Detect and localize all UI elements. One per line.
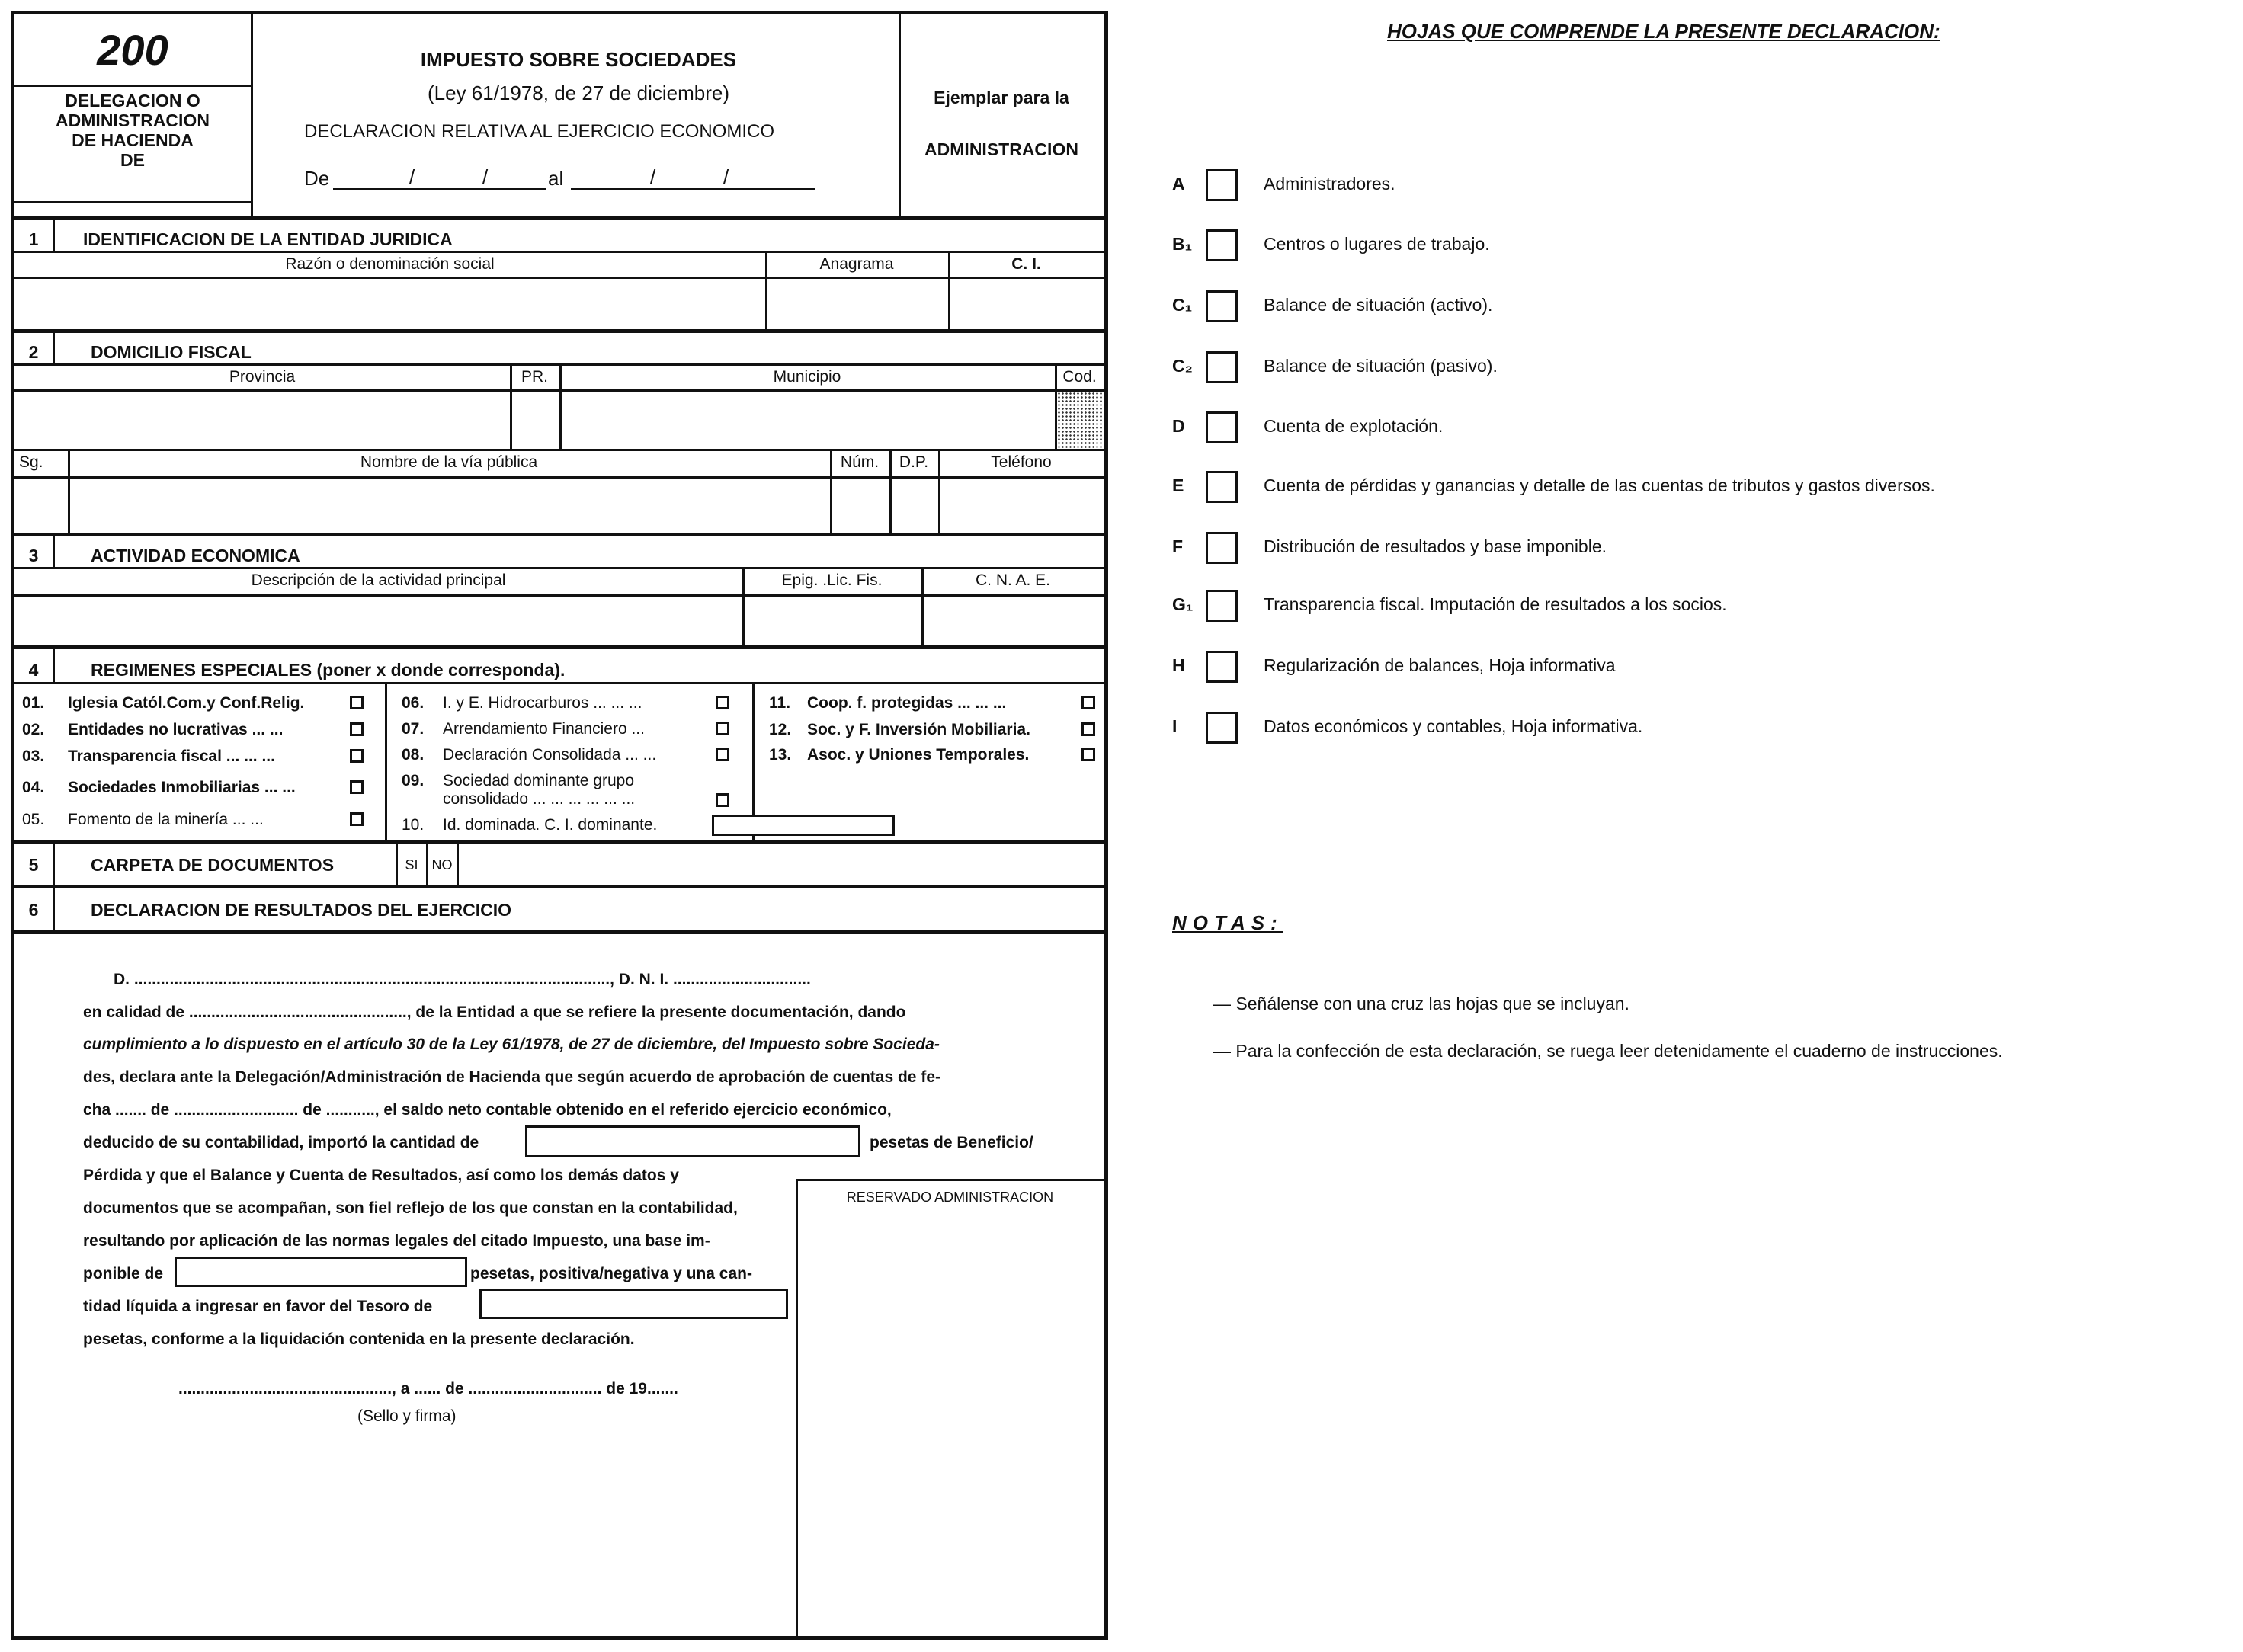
copy-line1: Ejemplar para la [934,88,1069,107]
form-law: (Ley 61/1978, de 27 de diciembre) [427,82,730,104]
regime-code: 02. [22,721,45,738]
sheet-label: Cuenta de pérdidas y ganancias y detalle de las cuentas de tributos y gastos diversos. [1264,475,1935,495]
declaration-line: Pérdida y que el Balance y Cuenta de Resultados, así como los demás datos y [83,1167,679,1184]
declaration-line: pesetas de Beneficio/ [870,1134,1033,1151]
regime-09-checkbox[interactable] [716,793,729,807]
period-from-label: De [304,167,330,190]
regime-code: 01. [22,694,45,712]
col-num: Núm. [840,453,880,471]
declaration-line: en calidad de ................................................., de la Entidad a que se refiere la presente documentación, dando [83,1004,906,1021]
sheet-label: Centros o lugares de trabajo. [1264,234,1490,254]
regime-code: 05. [22,811,45,828]
declaration-line: D. ..........................................................................................................., D. N. I. ............................... [114,971,811,988]
section2-title: DOMICILIO FISCAL [91,342,252,362]
date-sep: / [409,165,415,188]
declaration-line: tidad líquida a ingresar en favor del Tesoro de [83,1298,433,1315]
regime-code: 13. [769,746,792,764]
col-sg: Sg. [19,453,43,471]
regime-label: Coop. f. protegidas ... ... ... [807,694,1007,712]
saldo-neto-field[interactable] [525,1125,860,1157]
section3-title: ACTIVIDAD ECONOMICA [91,546,300,565]
regime-label: Sociedades Inmobiliarias ... ... [68,779,296,796]
col-ci: C. I. [1011,255,1041,273]
copy-line2: ADMINISTRACION [924,139,1078,159]
declaration-line: DECLARACION RELATIVA AL EJERCICIO ECONOMICO [304,121,775,142]
sheet-label: Administradores. [1264,174,1395,194]
section5-title: CARPETA DE DOCUMENTOS [91,855,335,875]
regime-code: 09. [402,772,425,789]
regime-code: 04. [22,779,45,796]
office-label: DELEGACION O ADMINISTRACION DE HACIENDA DE [56,91,210,170]
regime-08-checkbox[interactable] [716,748,729,761]
sheet-b1-checkbox[interactable] [1206,229,1238,261]
col-anagrama: Anagrama [819,255,894,273]
regime-label: Arrendamiento Financiero ... [443,720,645,738]
si-option[interactable]: SI [405,857,418,872]
col-cnae: C. N. A. E. [975,571,1051,589]
sheet-i-checkbox[interactable] [1206,712,1238,744]
sheet-letter: F [1172,536,1184,556]
reserved-admin-label: RESERVADO ADMINISTRACION [846,1189,1054,1205]
date-sep: / [482,165,489,188]
sheet-d-checkbox[interactable] [1206,411,1238,443]
regime-02-checkbox[interactable] [350,722,364,736]
sheet-label: Datos económicos y contables, Hoja informativa. [1264,716,1643,736]
declaration-line: des, declara ante la Delegación/Administración de Hacienda que según acuerdo de aprobación de cuentas de fe- [83,1068,940,1086]
regime-label: Id. dominada. C. I. dominante. [443,816,658,834]
regime-13-checkbox[interactable] [1081,748,1095,761]
sheet-label: Regularización de balances, Hoja informativa [1264,655,1616,675]
regime-code: 11. [769,694,791,712]
declaration-line: cha ....... de ............................ de ..........., el saldo neto contable obtenido en el referido ejercicio económico, [83,1101,892,1119]
regime-label: I. y E. Hidrocarburos ... ... ... [443,694,642,712]
sheet-letter: A [1172,174,1185,194]
regime-12-checkbox[interactable] [1081,722,1095,736]
section1-title: IDENTIFICACION DE LA ENTIDAD JURIDICA [83,229,453,249]
sheet-label: Cuenta de explotación. [1264,416,1444,436]
section6-title: DECLARACION DE RESULTADOS DEL EJERCICIO [91,900,512,920]
form-frame [11,11,1108,1640]
note-item: — Señálense con una cruz las hojas que se incluyan. [1213,994,1629,1013]
col-municipio: Municipio [773,368,841,386]
sheet-label: Balance de situación (activo). [1264,295,1493,315]
sheet-letter: I [1172,716,1178,736]
regime-06-checkbox[interactable] [716,696,729,709]
sheet-c2-checkbox[interactable] [1206,351,1238,383]
regime-label: Sociedad dominante grupo [443,772,635,789]
regime-code: 06. [402,694,425,712]
col-razon-social: Razón o denominación social [285,255,495,273]
sheet-letter: C₂ [1172,356,1193,376]
regime-label: Soc. y F. Inversión Mobiliaria. [807,721,1030,738]
regime-04-checkbox[interactable] [350,780,364,794]
section4-num: 4 [28,660,39,680]
regime-label: Fomento de la minería ... ... [68,811,264,828]
section3-num: 3 [28,546,39,565]
regime-code: 12. [769,721,792,738]
date-sep: / [723,165,729,188]
no-option[interactable]: NO [431,857,453,872]
regime-label: Iglesia Catól.Com.y Conf.Relig. [68,694,305,712]
declaration-line: ponible de [83,1265,163,1282]
sheet-h-checkbox[interactable] [1206,651,1238,683]
declaration-line: pesetas, positiva/negativa y una can- [470,1265,752,1282]
sello-firma-label: (Sello y firma) [357,1407,457,1425]
sheet-g1-checkbox[interactable] [1206,590,1238,622]
regime-label: Asoc. y Uniones Temporales. [807,746,1030,764]
regime-code: 03. [22,748,45,765]
regime-01-checkbox[interactable] [350,696,364,709]
declaration-line: documentos que se acompañan, son fiel reflejo de los que constan en la contabilidad, [83,1199,738,1217]
sheet-letter: H [1172,655,1185,675]
sheet-letter: D [1172,416,1185,436]
sheet-label: Distribución de resultados y base imponible. [1264,536,1607,556]
section2-num: 2 [28,342,39,362]
regime-07-checkbox[interactable] [716,722,729,735]
declaration-line: cumplimiento a lo dispuesto en el artículo 30 de la Ley 61/1978, de 27 de diciembre, del Impuesto sobre Socieda- [83,1036,940,1053]
regime-03-checkbox[interactable] [350,749,364,763]
col-telefono: Teléfono [991,453,1052,471]
note-item: — Para la confección de esta declaración, se ruega leer detenidamente el cuaderno de instrucciones. [1213,1041,2003,1061]
cantidad-liquida-field[interactable] [479,1289,788,1319]
regime-label: Declaración Consolidada ... ... [443,746,657,764]
sheet-letter: B₁ [1172,234,1193,254]
section4-title: REGIMENES ESPECIALES (poner x donde corresponda). [91,660,566,680]
declaration-line: deducido de su contabilidad, importó la cantidad de [83,1134,479,1151]
sheet-letter: C₁ [1172,295,1193,315]
regime-code: 08. [402,746,425,764]
regime-label: Entidades no lucrativas ... ... [68,721,284,738]
place-date-line: ................................................, a ...... de .............................. de 19....... [178,1380,678,1397]
regime-label: consolidado ... ... ... ... ... ... [443,790,636,808]
sheets-title: HOJAS QUE COMPRENDE LA PRESENTE DECLARACION: [1387,20,1940,43]
sheet-letter: G₁ [1172,594,1194,614]
col-provincia: Provincia [229,368,296,386]
notes-title: NOTAS: [1172,911,1283,934]
regime-label: Transparencia fiscal ... ... ... [68,748,275,765]
sheet-label: Balance de situación (pasivo). [1264,356,1498,376]
section6-num: 6 [28,900,39,920]
base-imponible-field[interactable] [175,1257,467,1287]
sheet-c1-checkbox[interactable] [1206,290,1238,322]
col-descripcion: Descripción de la actividad principal [251,571,506,589]
sheet-letter: E [1172,475,1184,495]
declaration-line: resultando por aplicación de las normas legales del citado Impuesto, una base im- [83,1232,710,1250]
col-pr: PR. [521,368,548,386]
section1-num: 1 [28,229,39,249]
date-sep: / [650,165,656,188]
form-title: IMPUESTO SOBRE SOCIEDADES [420,48,737,71]
sheet-label: Transparencia fiscal. Imputación de resultados a los socios. [1264,594,1727,614]
col-epigrafe: Epig. .Lic. Fis. [781,571,883,589]
regime-11-checkbox[interactable] [1081,696,1095,709]
sheet-a-checkbox[interactable] [1206,169,1238,201]
col-dp: D.P. [899,453,929,471]
regime-05-checkbox[interactable] [350,812,364,826]
sheet-e-checkbox[interactable] [1206,471,1238,503]
ci-dominante-field[interactable] [712,815,895,836]
form-number: 200 [97,26,168,74]
col-via-publica: Nombre de la vía pública [360,453,538,471]
regime-code: 10. [402,816,425,834]
sheet-f-checkbox[interactable] [1206,532,1238,564]
regime-code: 07. [402,720,425,738]
section5-num: 5 [28,855,39,875]
period-to-label: al [548,167,564,190]
cod-shaded-cell [1057,392,1104,449]
declaration-line: pesetas, conforme a la liquidación contenida en la presente declaración. [83,1330,635,1348]
col-cod: Cod. [1062,368,1097,386]
